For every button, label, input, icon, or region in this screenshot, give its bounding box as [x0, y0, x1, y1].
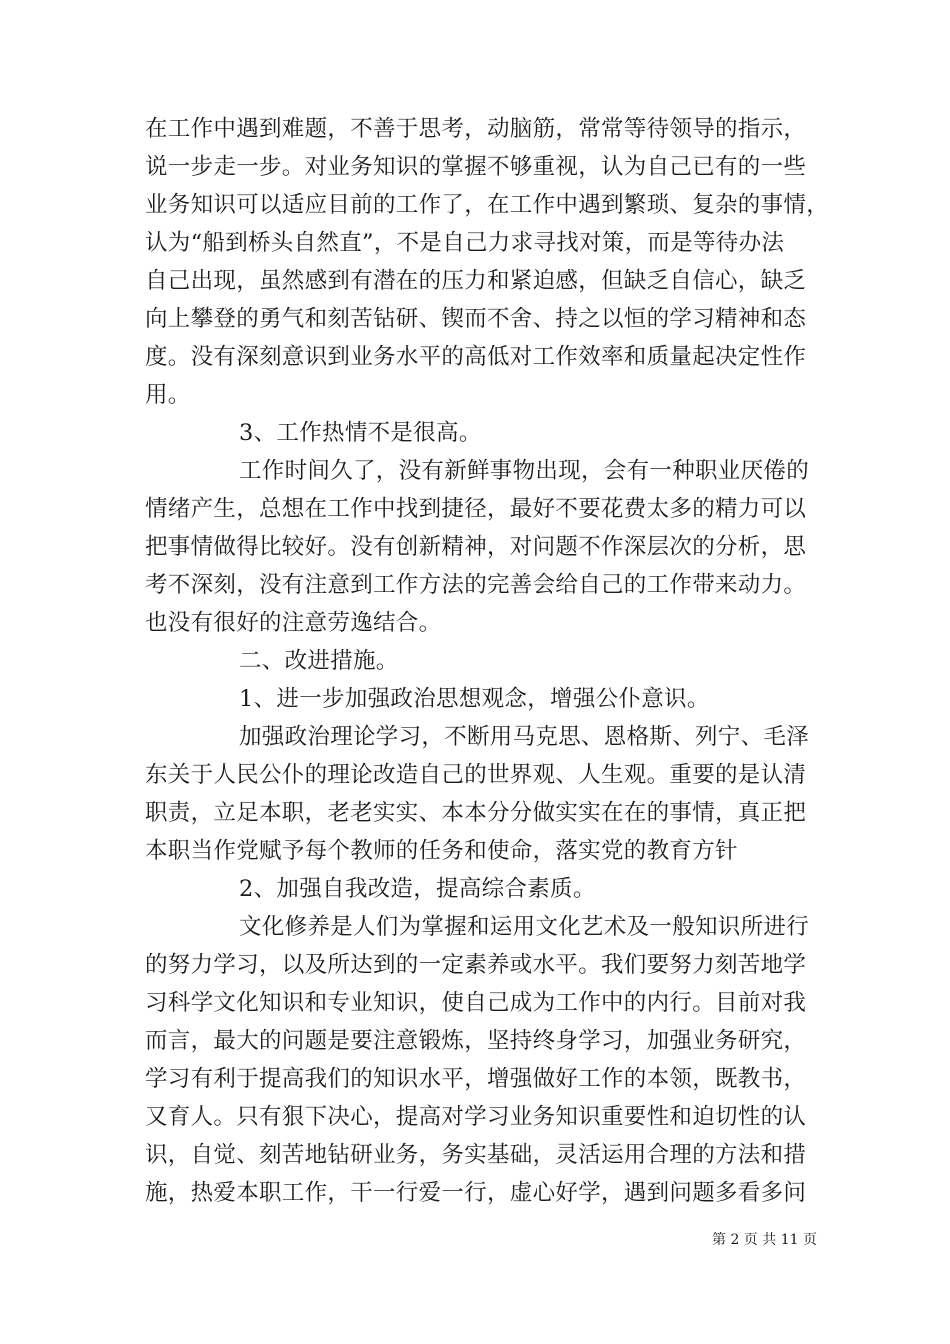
- paragraph-start: 加强政治理论学习，不断用马克思、恩格斯、列宁、毛泽: [239, 724, 810, 750]
- text-line: 自己出现，虽然感到有潜在的压力和紧迫感，但缺乏自信心，缺乏: [145, 268, 807, 294]
- page-number: 第 2 页 共 11 页: [712, 1232, 817, 1248]
- section-heading: 1、进一步加强政治思想观念，增强公仆意识。: [239, 686, 710, 712]
- text-line: 而言，最大的问题是要注意锻炼，坚持终身学习，加强业务研究，: [145, 1028, 807, 1054]
- text-line: 习科学文化知识和专业知识，使自己成为工作中的内行。目前对我: [145, 990, 807, 1016]
- text-line: 的努力学习，以及所达到的一定素养或水平。我们要努力刻苦地学: [145, 952, 807, 978]
- text-line: 把事情做得比较好。没有创新精神，对问题不作深层次的分析，思: [145, 534, 807, 560]
- text-line: 也没有很好的注意劳逸结合。: [145, 610, 442, 636]
- text-line: 认为“船到桥头自然直”，不是自己力求寻找对策，而是等待办法: [145, 230, 785, 256]
- text-line: 本职当作党赋予每个教师的任务和使命，落实党的教育方针: [145, 838, 738, 864]
- text-line: 业务知识可以适应目前的工作了，在工作中遇到繁琐、复杂的事情，: [145, 192, 830, 218]
- text-line: 考不深刻，没有注意到工作方法的完善会给自己的工作带来动力。: [145, 572, 807, 598]
- document-body: [145, 110, 830, 1212]
- text-line: 施，热爱本职工作，干一行爱一行，虚心好学，遇到问题多看多问: [145, 1180, 807, 1206]
- section-heading: 二、改进措施。: [239, 648, 399, 674]
- text-line: 说一步走一步。对业务知识的掌握不够重视，认为自己已有的一些: [145, 154, 807, 180]
- text-line: 东关于人民公仆的理论改造自己的世界观、人生观。重要的是认清: [145, 762, 807, 788]
- text-line: 又育人。只有狠下决心，提高对学习业务知识重要性和迫切性的认: [145, 1104, 807, 1130]
- section-heading: 3、工作热情不是很高。: [239, 420, 482, 446]
- paragraph-start: 文化修养是人们为掌握和运用文化艺术及一般知识所进行: [239, 914, 810, 940]
- text-line: 识，自觉、刻苦地钻研业务，务实基础，灵活运用合理的方法和措: [145, 1142, 807, 1168]
- text-line: 情绪产生，总想在工作中找到捷径，最好不要花费太多的精力可以: [145, 496, 807, 522]
- text-line: 用。: [145, 382, 191, 408]
- text-line: 在工作中遇到难题，不善于思考，动脑筋，常常等待领导的指示，: [145, 116, 807, 142]
- text-line: 学习有利于提高我们的知识水平，增强做好工作的本领，既教书，: [145, 1066, 807, 1092]
- section-heading: 2、加强自我改造，提高综合素质。: [239, 876, 596, 902]
- text-line: 度。没有深刻意识到业务水平的高低对工作效率和质量起决定性作: [145, 344, 807, 370]
- text-line: 向上攀登的勇气和刻苦钻研、锲而不舍、持之以恒的学习精神和态: [145, 306, 807, 332]
- paragraph-start: 工作时间久了，没有新鲜事物出现，会有一种职业厌倦的: [239, 458, 810, 484]
- text-line: 职责，立足本职，老老实实、本本分分做实实在在的事情，真正把: [145, 800, 807, 826]
